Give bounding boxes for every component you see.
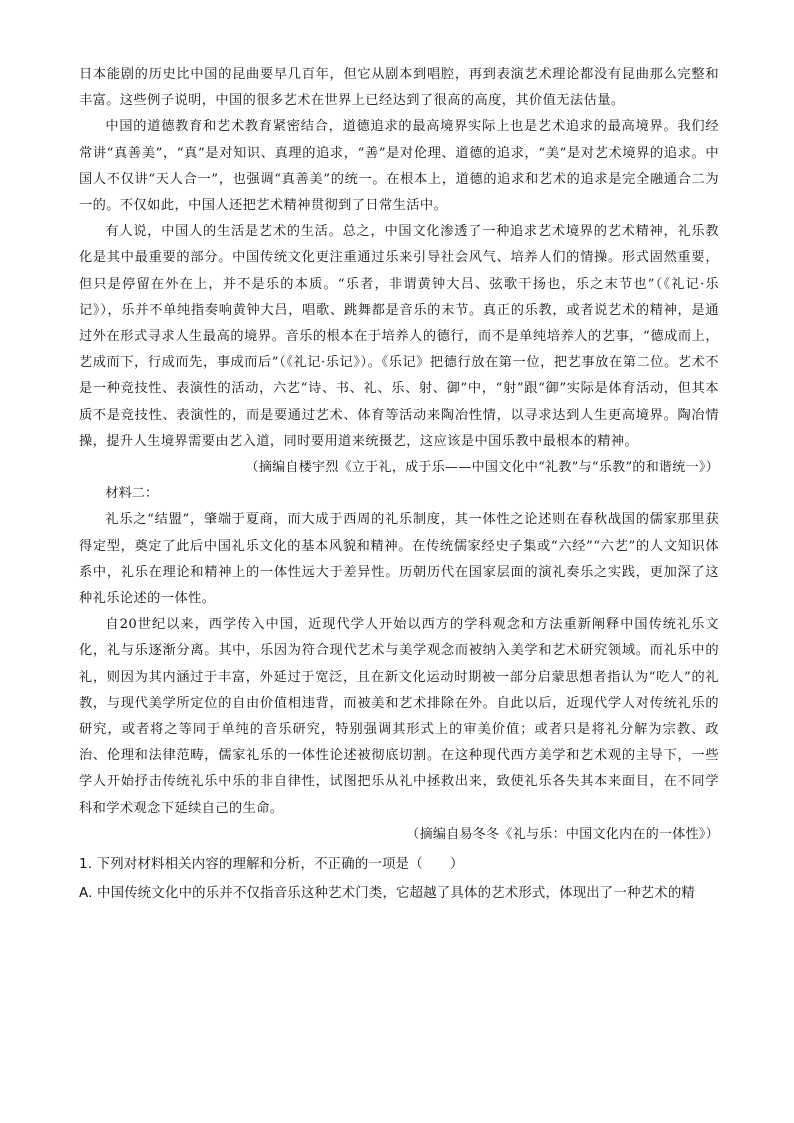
material-two-paragraph-2: 自20世纪以来，西学传入中国，近现代学人开始以西方的学科观念和方法重新阐释中国传统礼乐文化，礼与乐逐渐分离。其中，乐因为符合现代艺术与美学观念而被纳入美学和艺术研究领域。而礼乐中的礼，则因为其内涵过于丰富，外延过于宽泛，且在新文化运动时期被一部分启蒙思想者指认为“吃人”的礼教，与现代美学所定位的自由价值相违背，而被美和艺术排除在外。自此以后，近现代学人对传统礼乐的研究，或者将之等同于单纯的音乐研究，特别强调其形式上的审美价值；或者只是将礼分解为宗教、政治、伦理和法律范畴，儒家礼乐的一体性论述被彻底切割。在这种现代西方美学和艺术观的主导下，一些学人开始抒击传统礼乐中乐的非自律性，试图把乐从礼中拯救出来，致使礼乐各失其本来面目，在不同学科和学术观念下延续自己的生命。 — [79, 617, 719, 816]
document-body — [79, 62, 719, 908]
material-two-paragraph-1: 礼乐之“结盟”，肇端于夏商，而大成于西周的礼乐制度，其一体性之论述则在春秋战国的儒家那里获得定型，奠定了此后中国礼乐文化的基本风貌和精神。在传统儒家经史子集或“六经”“六艺”的人文知识体系中，礼乐在理论和精神上的一体性远大于差异性。历朝历代在国家层面的演礼奏乐之实践，更加深了这种礼乐论述的一体性。 — [79, 512, 719, 607]
material-one-paragraph-2: 中国的道德教育和艺术教育紧密结合，道德追求的最高境界实际上也是艺术追求的最高境界。我们经常讲“真善美”，“真”是对知识、真理的追求，“善”是对伦理、道德的追求，“美”是对艺术境界的追求。中国人不仅讲“天人合一”，也强调“真善美”的统一。在根本上，道德的追求和艺术的追求是完全融通合二为一的。不仅如此，中国人还把艺术精神贯彻到了日常生活中。 — [79, 119, 719, 214]
material-two-source: （摘编自易冬冬《礼与乐：中国文化内在的一体性》） — [406, 826, 719, 842]
question-1-option-a: A. 中国传统文化中的乐并不仅指音乐这种艺术门类，它超越了具体的艺术形式，体现出了一种艺术的精 — [79, 886, 696, 902]
material-one-source: （摘编自楼宇烈《立于礼，成于乐——中国文化中“礼教”与“乐教”的和谐统一》） — [245, 460, 719, 476]
material-one-paragraph-1: 日本能剧的历史比中国的昆曲要早几百年，但它从剧本到唱腔，再到表演艺术理论都没有昆曲那么完整和丰富。这些例子说明，中国的很多艺术在世界上已经达到了很高的高度，其价值无法估量。 — [79, 67, 719, 109]
question-1-stem: 1. 下列对材料相关内容的理解和分析，不正确的一项是（ ） — [79, 857, 464, 873]
material-two-label: 材料二： — [105, 486, 159, 502]
material-one-paragraph-3: 有人说，中国人的生活是艺术的生活。总之，中国文化渗透了一种追求艺术境界的艺术精神，礼乐教化是其中最重要的部分。中国传统文化更注重通过乐来引导社会风气、培养人们的情操。形式固然重要，但只是停留在外在上，并不是乐的本质。“乐者，非谓黄钟大吕、弦歌干扬也，乐之末节也”（《礼记·乐记》），乐并不单纯指奏响黄钟大吕，唱歌、跳舞都是音乐的末节。真正的乐教，或者说艺术的精神，是通过外在形式寻求人生最高的境界。音乐的根本在于培养人的德行，而不是单纯培养人的艺事，“德成而上，艺成而下，行成而先，事成而后”（《礼记·乐记》）。《乐记》把德行放在第一位，把艺事放在第二位。艺术不是一种竞技性、表演性的活动，六艺“诗、书、礼、乐、射、御”中，“射”跟“御”实际是体育活动，但其本质不是竞技性、表演性的，而是要通过艺术、体育等活动来陶冶性情，以寻求达到人生更高境界。陶冶情操，提升人生境界需要由艺入道，同时要用道来统摄艺，这应该是中国乐教中最根本的精神。 — [79, 224, 719, 449]
